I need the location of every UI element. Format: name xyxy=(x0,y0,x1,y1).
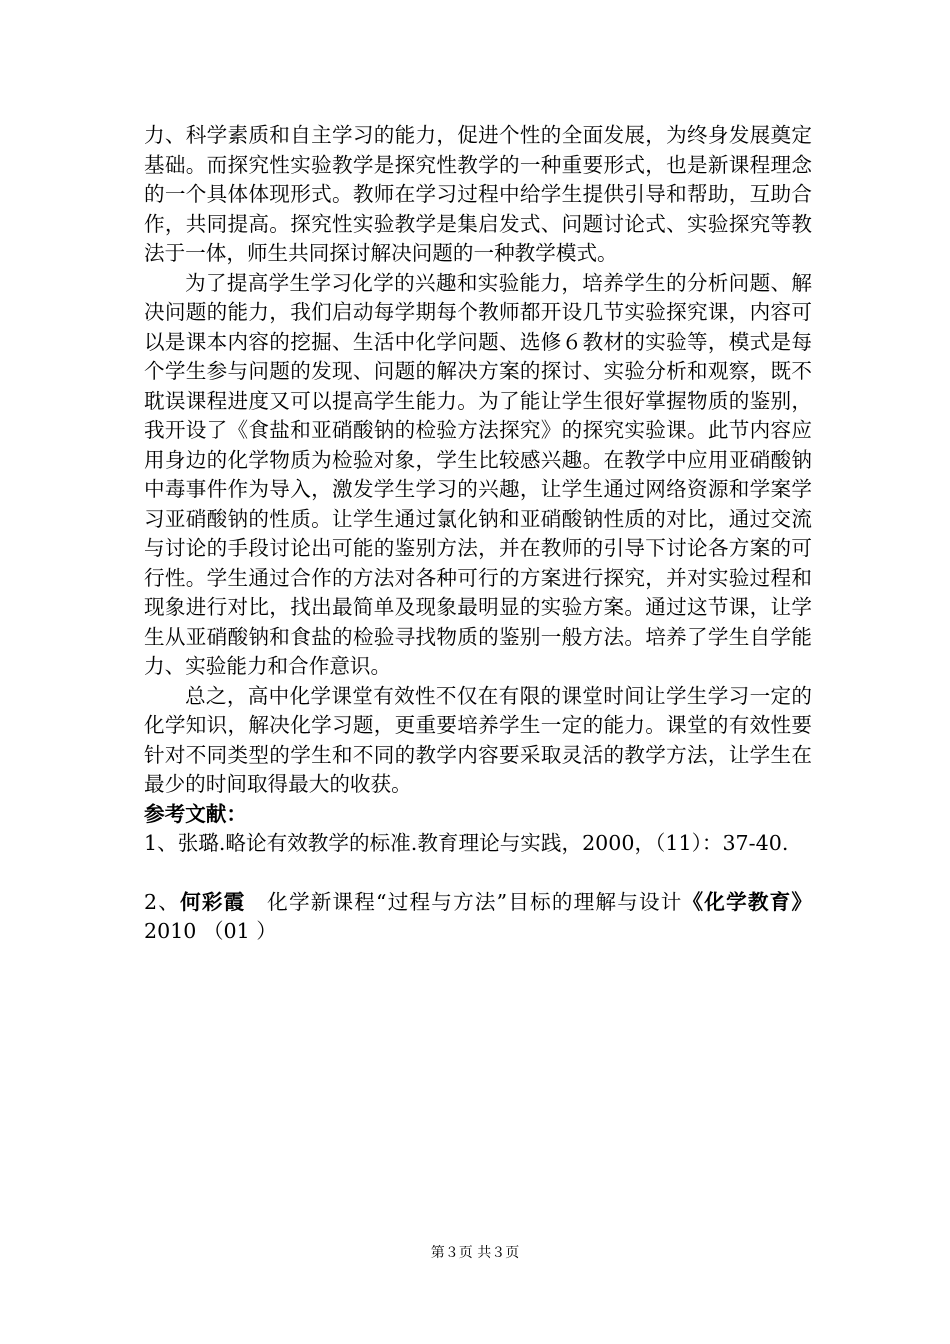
reference-1: 1、张璐.略论有效教学的标准.教育理论与实践，2000，（11）：37-40. xyxy=(144,831,789,855)
paragraph-1: 力、科学素质和自主学习的能力，促进个性的全面发展，为终身发展奠定基础。而探究性实验教学是探究性教学的一种重要形式，也是新课程理念的一个具体体现形式。教师在学习过程中给学生提供引导和帮助，互助合作，共同提高。探究性实验教学是集启发式、问题讨论式、实验探究等教法于一体，师生共同探讨解决问题的一种教学模式。 xyxy=(144,123,812,265)
page-number: 第３页 共３页 xyxy=(430,1245,520,1261)
reference-2-author: 何彩霞 xyxy=(180,889,246,914)
reference-2-issue: 2010 （01 ） xyxy=(144,919,277,943)
reference-2-journal: 《化学教育》 xyxy=(682,889,812,914)
paragraph-2: 为了提高学生学习化学的兴趣和实验能力，培养学生的分析问题、解决问题的能力，我们启动每学期每个教师都开设几节实验探究课，内容可以是课本内容的挖掘、生活中化学问题、选修６教材的实验等，模式是每个学生参与问题的发现、问题的解决方案的探讨、实验分析和观察，既不耽误课程进度又可以提高学生能力。为了能让学生很好掌握物质的鉴别，我开设了《食盐和亚硝酸钠的检验方法探究》的探究实验课。此节内容应用身边的化学物质为检验对象，学生比较感兴趣。在教学中应用亚硝酸钠中毒事件作为导入，激发学生学习的兴趣，让学生通过网络资源和学案学习亚硝酸钠的性质。让学生通过氯化钠和亚硝酸钠性质的对比，通过交流与讨论的手段讨论出可能的鉴别方法，并在教师的引导下讨论各方案的可行性。学生通过合作的方法对各种可行的方案进行探究，并对实验过程和现象进行对比，找出最简单及现象最明显的实验方案。通过这节课，让学生从亚硝酸钠和食盐的检验寻找物质的鉴别一般方法。培养了学生自学能力、实验能力和合作意识。 xyxy=(144,270,812,678)
references-heading: 参考文献： xyxy=(144,801,247,826)
reference-2-title: 化学新课程“过程与方法”目标的理解与设计 xyxy=(245,889,683,914)
paragraph-3: 总之，高中化学课堂有效性不仅在有限的课堂时间让学生学习一定的化学知识，解决化学习题，更重要培养学生一定的能力。课堂的有效性要针对不同类型的学生和不同的教学内容要采取灵活的教学方法，让学生在最少的时间取得最大的收获。 xyxy=(144,683,812,796)
reference-2-number: 2、 xyxy=(144,889,181,914)
page-footer xyxy=(0,1244,950,1262)
document-body xyxy=(144,121,812,947)
reference-2 xyxy=(144,888,812,947)
